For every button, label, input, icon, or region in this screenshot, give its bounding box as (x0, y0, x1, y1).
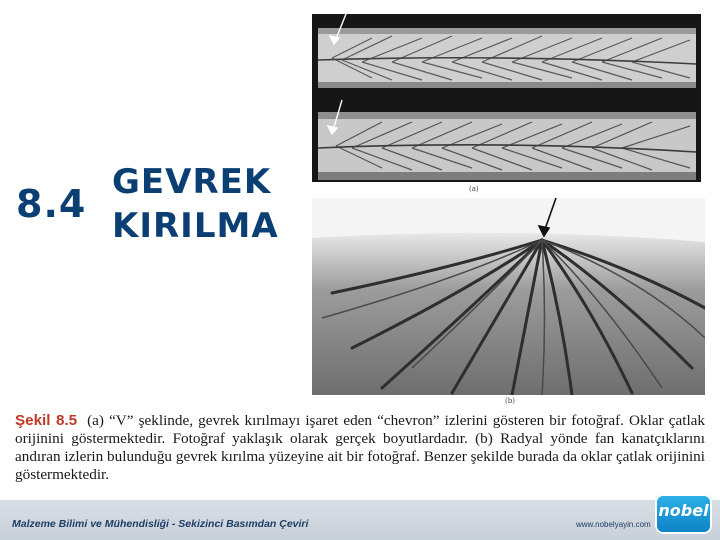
fracture-photo-a (312, 14, 701, 182)
caption-label: Şekil 8.5 (15, 412, 78, 429)
figure-caption (15, 412, 705, 484)
chevron-fracture-image (312, 14, 701, 182)
logo-text: nobel (658, 501, 709, 520)
figure-label-a: (a) (469, 185, 479, 193)
footer-book-title: Malzeme Bilimi ve Mühendisliği - Sekizinci Basımdan Çeviri (12, 518, 309, 530)
section-title-line-2: KIRILMA (112, 206, 279, 246)
section-title-line-1: GEVREK (112, 162, 272, 202)
figure-label-b: (b) (505, 397, 515, 405)
fracture-photo-b (312, 198, 705, 395)
section-number: 8.4 (16, 182, 87, 226)
caption-text: (a) “V” şeklinde, gevrek kırılmayı işaret eden “chevron” izlerini gösteren bir fotoğraf. Oklar çatlak orijinini göstermektedir. Fotoğraf yaklaşık olarak gerçek boyutlardadır. (b) Radyal yönde fan kanatçıklarını andıran izlerin bulunduğu gevrek kırılma yüzeyine ait bir fotoğraf. Benzer şekilde burada da oklar çatlak orijinini göstermektedir. (15, 412, 705, 483)
footer-url-link[interactable]: www.nobelyayin.com (576, 520, 651, 529)
section-title (112, 160, 279, 248)
radial-fracture-image (312, 198, 705, 395)
publisher-logo (655, 494, 712, 534)
